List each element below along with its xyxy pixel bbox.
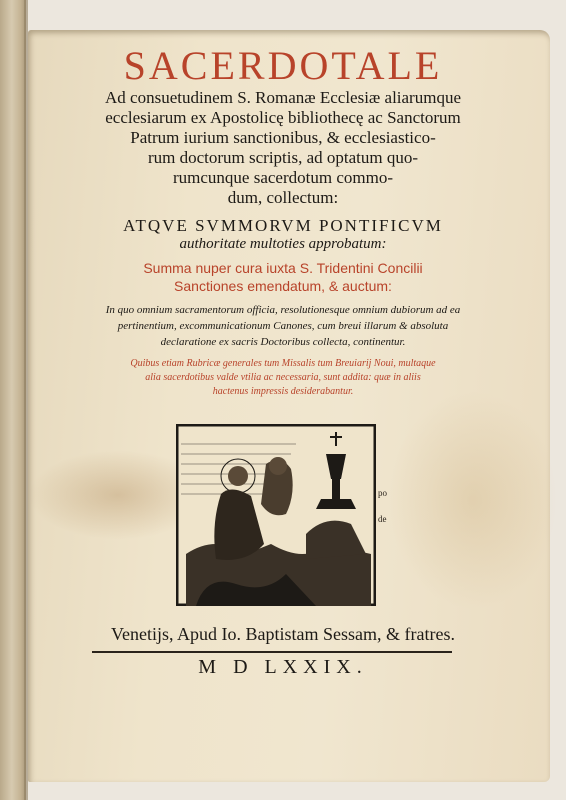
- margin-note-2: de: [378, 514, 387, 524]
- edition-line-1: Summa nuper cura iuxta S. Tridentini Concilii: [143, 260, 423, 276]
- contents-line-2: pertinentium, excommunicationum Canones, cum breui illarum & absoluta: [117, 320, 449, 332]
- publication-date: M D LXXIX.: [198, 656, 368, 678]
- caps-heading: ATQVE SVMMORVM PONTIFICVM: [123, 216, 443, 235]
- subtitle-line-1: Ad consuetudinem S. Romanæ Ecclesiæ aliarumque: [105, 88, 461, 107]
- book-title: SACERDOTALE: [123, 43, 443, 88]
- imprint-rule: [92, 651, 452, 653]
- rubric-note-line-1: Quibus etiam Rubricæ generales tum Missalis tum Breuiarij Noui, multaque: [130, 358, 436, 369]
- subtitle-line-2: ecclesiarum ex Apostolicę bibliothecę ac Sanctorum: [105, 108, 461, 127]
- contents-line-3: declaratione ex sacris Doctoribus collecta, continentur.: [160, 336, 406, 348]
- subtitle-line-4: rum doctorum scriptis, ad optatum quo-: [147, 148, 419, 167]
- paper-repair-patch: [388, 390, 558, 610]
- subtitle-line-6: dum, collectum:: [227, 188, 339, 207]
- margin-note-1: po: [378, 488, 387, 498]
- edition-line-2: Sanctiones emendatum, & auctum:: [174, 278, 392, 294]
- imprint-line: Venetijs, Apud Io. Baptistam Sessam, & fratres.: [111, 624, 455, 644]
- subtitle-line-3: Patrum iurium sanctionibus, & ecclesiastico-: [130, 128, 436, 147]
- approval-line: authoritate multoties approbatum:: [179, 236, 387, 252]
- contents-line-1: In quo omnium sacramentorum officia, resolutionesque omnium dubiorum ad ea: [105, 304, 461, 316]
- rubric-note-line-3: hactenus impressis desiderabantur.: [212, 386, 354, 397]
- woodcut-illustration: [176, 424, 376, 606]
- subtitle-line-5: rumcunque sacerdotum commo-: [173, 168, 393, 187]
- rubric-note-line-2: alia sacerdotibus valde vtilia ac necessaria, sunt addita: quæ in aliis: [145, 372, 421, 383]
